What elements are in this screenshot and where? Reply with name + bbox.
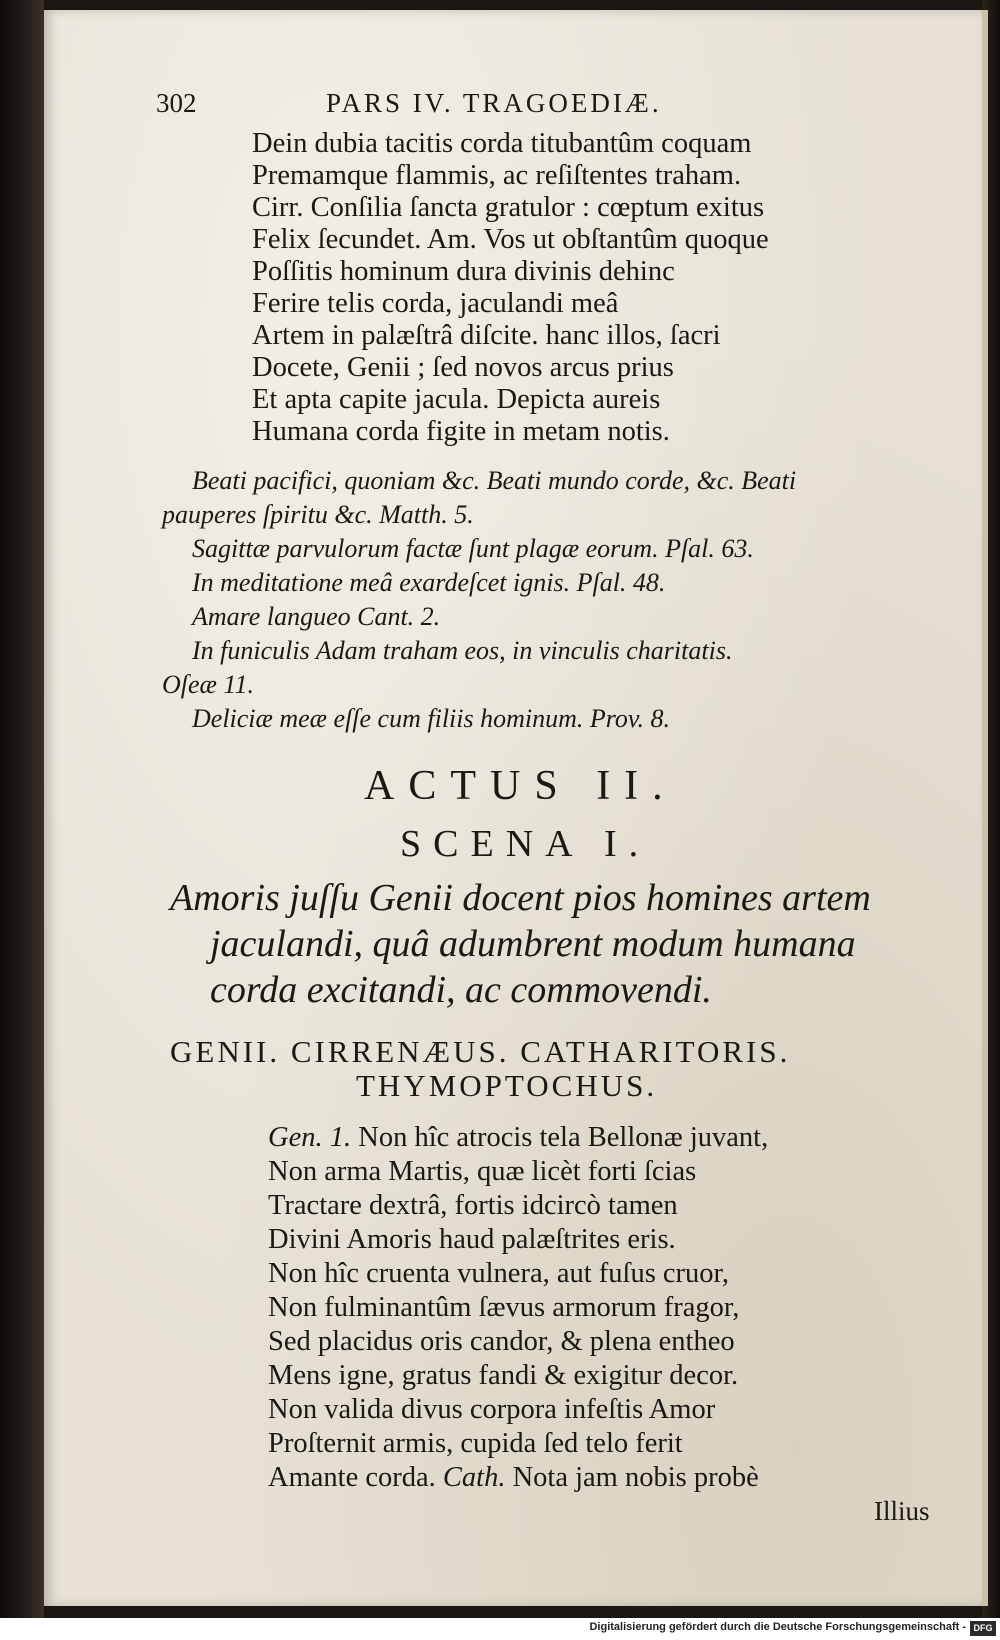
argument-line: Amoris juſſu Genii docent pios homines artem [170,877,871,919]
argument-line: corda excitandi, ac commovendi. [210,969,712,1011]
verse-line: Et apta capite jacula. Depicta aureis [252,384,661,415]
verse-line: Non hîc cruenta vulnera, aut fuſus cruor, [268,1258,730,1289]
verse-line: Felix ſecundet. Am. Vos ut obſtantûm quoque [252,224,769,255]
verse-line [268,1462,759,1494]
verse-text: Nota jam nobis probè [512,1462,759,1493]
verse-line [268,1122,768,1154]
speaker-label: Cath. [442,1462,506,1493]
running-title: PARS IV. TRAGOEDIÆ. [326,88,662,118]
dfg-logo: DFG [970,1621,996,1636]
quote-line: Oſeæ 11. [162,670,254,699]
footer-credit: Digitalisierung gefördert durch die Deutsche Forschungsgemeinschaft - [589,1621,966,1633]
act-title: ACTUS II. [364,763,677,809]
personae-line: GENII. CIRRENÆUS. CATHARITORIS. [170,1034,791,1069]
verse-text: Non hîc atrocis tela Bellonæ juvant, [358,1122,769,1153]
book-edge-left [0,0,44,1618]
catchword: Illius [874,1496,930,1526]
speaker-label: Gen. 1. [268,1122,352,1153]
verse-line: Ferire telis corda, jaculandi meâ [252,288,619,319]
verse-line: Sed placidus oris candor, & plena entheo [268,1326,735,1357]
verse-line: Non valida divus corpora infeſtis Amor [268,1394,716,1425]
quote-line: pauperes ſpiritu &c. Matth. 5. [162,500,474,529]
verse-line: Tractare dextrâ, fortis idcircò tamen [268,1190,678,1221]
verse-line: Premamque flammis, ac reſiſtentes traham. [252,160,742,191]
verse-line: Humana corda figite in metam notis. [252,416,670,447]
quote-line: Beati pacifici, quoniam &c. Beati mundo corde, &c. Beati [192,466,797,495]
verse-line: Proſternit armis, cupida ſed telo ferit [268,1428,683,1459]
scene-title: SCENA I. [400,823,651,865]
verse-line: Poſſitis hominum dura divinis dehinc [252,256,675,287]
scanned-page [44,10,988,1606]
digitization-footer [0,1618,1000,1640]
verse-line: Cirr. Conſilia ſancta gratulor : cœptum exitus [252,192,765,223]
quote-line: Deliciæ meæ eſſe cum filiis hominum. Prov. 8. [192,704,671,733]
verse-line: Divini Amoris haud palæſtrites eris. [268,1224,676,1255]
verse-line: Non arma Martis, quæ licèt forti ſcias [268,1156,697,1187]
verse-line: Non fulminantûm ſævus armorum fragor, [268,1292,740,1323]
verse-line: Dein dubia tacitis corda titubantûm coquam [252,128,752,159]
page-number: 302 [156,88,197,118]
verse-line: Docete, Genii ; ſed novos arcus prius [252,352,674,383]
quote-line: Amare langueo Cant. 2. [192,602,441,631]
quote-line: In funiculis Adam traham eos, in vinculis charitatis. [192,636,733,665]
verse-text: Amante corda. [268,1462,436,1493]
verse-line: Mens igne, gratus fandi & exigitur decor. [268,1360,739,1391]
quote-line: Sagittæ parvulorum factæ ſunt plagæ eorum. Pſal. 63. [192,534,754,563]
quote-line: In meditatione meâ exardeſcet ignis. Pſal. 48. [192,568,666,597]
argument-line: jaculandi, quâ adumbrent modum humana [210,923,856,965]
verse-line: Artem in palæſtrâ diſcite. hanc illos, ſacri [252,320,721,351]
personae-line: THYMOPTOCHUS. [356,1068,658,1103]
